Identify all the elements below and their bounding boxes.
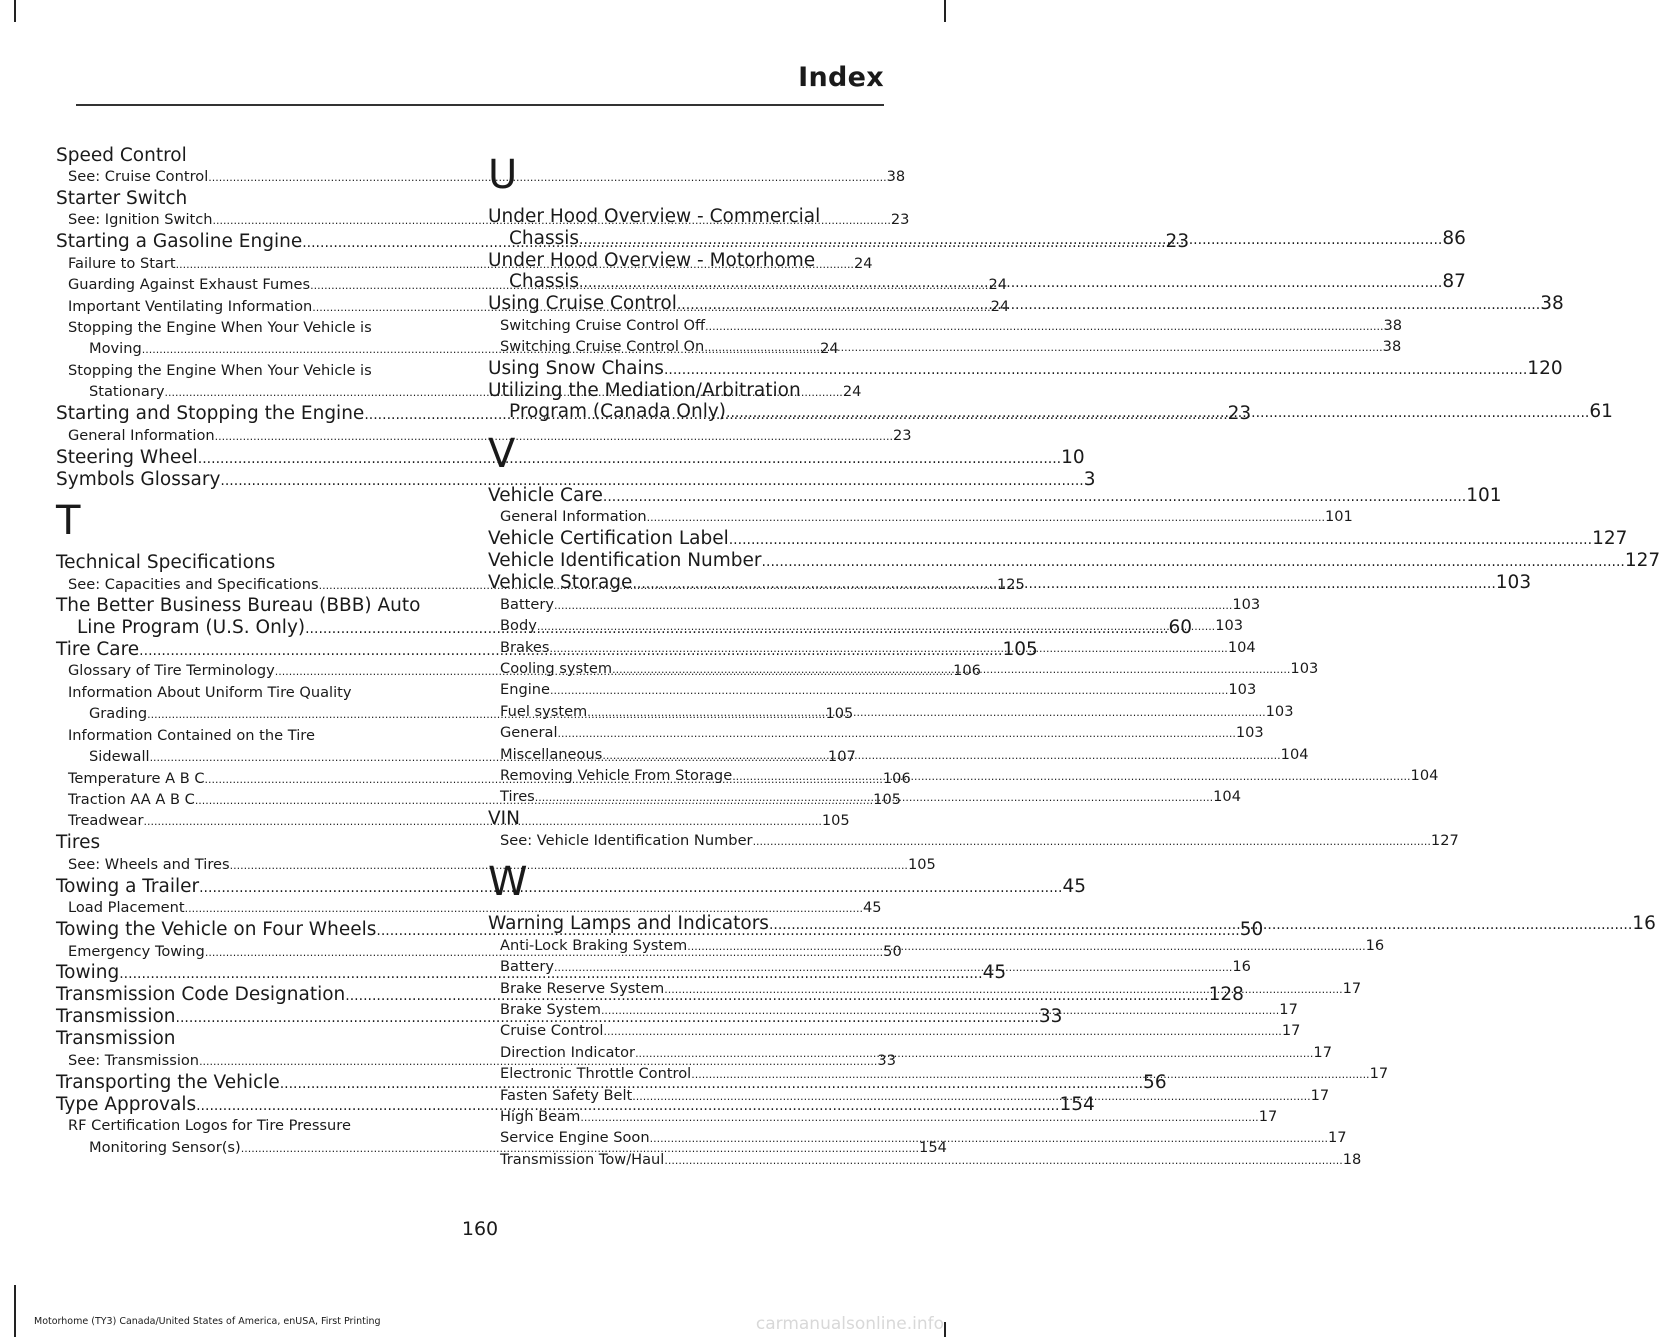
entry-page-number: 87 xyxy=(1442,271,1466,292)
entry-page-number: 104 xyxy=(1280,745,1309,763)
index-entry[interactable] xyxy=(56,145,446,167)
entry-page-number: 104 xyxy=(1410,766,1439,784)
entry-page-number: 17 xyxy=(1258,1107,1278,1125)
dot-leader xyxy=(612,662,1290,677)
entry-page-number: 23 xyxy=(1227,403,1252,425)
index-entry[interactable] xyxy=(488,484,1502,507)
entry-text: Fuel system xyxy=(500,702,588,720)
index-entry[interactable] xyxy=(488,528,1628,550)
entry-page-number: 17 xyxy=(1279,1000,1298,1018)
dot-leader xyxy=(635,1046,1313,1061)
index-subentry[interactable] xyxy=(488,1149,1362,1170)
entry-text-continued: Monitoring Sensor(s) xyxy=(89,1138,241,1156)
entry-text: See: Wheels and Tires xyxy=(68,855,230,873)
entry-page-number: 104 xyxy=(1213,788,1241,806)
dot-leader xyxy=(687,939,1365,954)
entry-page-number: 125 xyxy=(996,575,1025,593)
dot-leader xyxy=(601,1003,1279,1018)
index-subentry[interactable] xyxy=(56,425,912,446)
entry-text: Brake System xyxy=(500,1000,601,1018)
dot-leader xyxy=(587,705,1265,720)
dot-leader xyxy=(647,510,1325,525)
entry-page-number: 154 xyxy=(1059,1093,1095,1115)
entry-text: See: Capacities and Specifications xyxy=(68,575,319,593)
entry-page-number: 127 xyxy=(1592,528,1628,550)
entry-page-number: 16 xyxy=(1232,958,1251,976)
entry-text-continued: Sidewall xyxy=(89,748,150,766)
entry-page-number: 103 xyxy=(1265,702,1294,720)
dot-leader xyxy=(705,319,1383,334)
footer-text: Motorhome (TY3) Canada/United States of America, enUSA, First Printing xyxy=(34,1316,381,1327)
index-subentry[interactable] xyxy=(488,1106,1278,1127)
dot-leader xyxy=(558,726,1236,741)
index-entry[interactable] xyxy=(56,875,1086,898)
index-subentry[interactable] xyxy=(488,744,1309,765)
dot-leader xyxy=(762,552,1625,571)
entry-text: See: Transmission xyxy=(68,1051,200,1069)
dot-leader xyxy=(677,295,1540,314)
entry-page-number: 16 xyxy=(1632,913,1656,935)
entry-text-continued: Program (Canada Only) xyxy=(509,401,727,423)
entry-text: Emergency Towing xyxy=(68,942,205,960)
crop-mark-top-left xyxy=(14,0,16,22)
page-number: 160 xyxy=(461,1218,499,1240)
index-subentry[interactable] xyxy=(56,897,882,918)
entry-text: Service Engine Soon xyxy=(500,1129,650,1147)
entry-page-number: 24 xyxy=(990,297,1010,315)
dot-leader xyxy=(664,360,1527,379)
entry-page-number: 103 xyxy=(1495,572,1532,594)
entry-text: Vehicle Identification Number xyxy=(488,550,762,572)
entry-text: Tire Care xyxy=(56,638,140,660)
entry-text: Speed Control xyxy=(56,144,187,166)
entry-page-number: 3 xyxy=(1083,468,1096,490)
dot-leader xyxy=(554,598,1232,613)
entry-text: Starter Switch xyxy=(56,187,188,209)
index-section-letter: V xyxy=(488,430,516,477)
entry-page-number: 103 xyxy=(1290,659,1319,677)
entry-page-number: 105 xyxy=(907,855,936,873)
dot-leader xyxy=(726,403,1589,422)
entry-page-number: 24 xyxy=(853,254,873,272)
entry-page-number: 127 xyxy=(1624,550,1660,572)
dot-leader xyxy=(603,1024,1281,1039)
entry-text: Anti-Lock Braking System xyxy=(500,936,688,954)
entry-text: Battery xyxy=(500,595,555,613)
entry-page-number: 105 xyxy=(873,790,902,808)
entry-page-number: 17 xyxy=(1313,1043,1332,1061)
entry-text: Vehicle Certification Label xyxy=(488,528,729,550)
dot-leader xyxy=(664,982,1342,997)
entry-text-continued: Chassis xyxy=(509,271,580,292)
entry-text: Electronic Throttle Control xyxy=(500,1065,692,1083)
entry-page-number: 106 xyxy=(953,662,981,680)
entry-text: General Information xyxy=(500,508,647,526)
entry-page-number: 24 xyxy=(820,340,839,358)
index-section-letter: W xyxy=(488,859,528,906)
entry-text: Traction AA A B C xyxy=(68,790,195,808)
dot-leader xyxy=(664,1153,1342,1168)
entry-text: Fasten Safety Belt xyxy=(500,1086,633,1104)
entry-page-number: 105 xyxy=(1002,638,1038,660)
entry-text: Transmission Code Designation xyxy=(56,984,346,1006)
index-subentry[interactable] xyxy=(488,1020,1301,1041)
dot-leader xyxy=(632,1089,1310,1104)
entry-text: Transporting the Vehicle xyxy=(56,1071,280,1093)
entry-text: Transmission Tow/Haul xyxy=(500,1150,665,1168)
dot-leader xyxy=(550,683,1228,698)
entry-text-continued: Grading xyxy=(89,705,148,723)
dot-leader xyxy=(549,641,1227,656)
entry-text: Towing a Trailer xyxy=(56,875,200,897)
entry-page-number: 105 xyxy=(825,705,854,723)
entry-page-number: 24 xyxy=(988,276,1008,294)
entry-text: Battery xyxy=(500,958,555,976)
entry-page-number: 16 xyxy=(1365,936,1385,954)
entry-page-number: 17 xyxy=(1327,1129,1347,1147)
entry-text: Type Approvals xyxy=(56,1093,197,1115)
entry-page-number: 106 xyxy=(882,769,911,787)
index-entry[interactable] xyxy=(488,808,878,830)
index-entry[interactable] xyxy=(488,550,1660,572)
crop-mark-bottom-right xyxy=(944,1322,946,1337)
index-subentry[interactable] xyxy=(488,506,1353,527)
entry-text: Engine xyxy=(500,681,551,699)
index-subentry[interactable] xyxy=(56,166,906,187)
dot-leader xyxy=(732,769,1410,784)
entry-page-number: 17 xyxy=(1281,1022,1301,1040)
entry-page-number: 17 xyxy=(1342,979,1362,997)
entry-text: General xyxy=(500,724,558,742)
crop-mark-bottom-left xyxy=(14,1285,16,1337)
entry-page-number: 38 xyxy=(886,168,906,185)
entry-text-continued: Line Program (U.S. Only) xyxy=(77,616,306,638)
index-subentry[interactable] xyxy=(488,336,1402,357)
entry-page-number: 45 xyxy=(862,899,882,917)
entry-page-number: 23 xyxy=(890,211,910,229)
index-entry[interactable] xyxy=(56,1028,446,1050)
entry-text: Tires xyxy=(56,832,101,854)
entry-text: Towing xyxy=(56,962,120,984)
watermark-text: carmanualsonline.info xyxy=(755,1314,944,1334)
entry-text-continued: Stationary xyxy=(89,383,165,401)
entry-page-number: 50 xyxy=(883,942,902,960)
entry-text: Using Cruise Control xyxy=(488,293,677,314)
entry-text-continued: Chassis xyxy=(509,227,580,249)
dot-leader xyxy=(650,1131,1328,1146)
index-entry[interactable] xyxy=(488,357,1563,380)
index-subentry[interactable] xyxy=(488,679,1257,700)
entry-text: Warning Lamps and Indicators xyxy=(488,913,769,935)
entry-text: Vehicle Storage xyxy=(488,572,633,594)
entry-text: Tires xyxy=(500,788,535,806)
dot-leader xyxy=(691,1067,1369,1082)
entry-page-number: 107 xyxy=(827,748,856,766)
entry-page-number: 103 xyxy=(1228,681,1257,699)
entry-text: Stopping the Engine When Your Vehicle is xyxy=(68,319,372,337)
entry-text: Symbols Glossary xyxy=(56,468,221,490)
entry-text: The Better Business Bureau (BBB) Auto xyxy=(56,595,421,617)
entry-text: Starting a Gasoline Engine xyxy=(56,231,303,253)
entry-page-number: 128 xyxy=(1208,984,1244,1006)
entry-text: Technical Specifications xyxy=(56,552,276,574)
entry-page-number: 86 xyxy=(1442,227,1466,249)
entry-text: VIN xyxy=(488,808,520,830)
entry-text: Load Placement xyxy=(68,899,185,917)
entry-page-number: 38 xyxy=(1540,293,1564,314)
entry-text: Transmission xyxy=(56,1028,176,1050)
index-entry[interactable] xyxy=(56,446,1085,469)
entry-page-number: 101 xyxy=(1324,508,1353,526)
entry-page-number: 127 xyxy=(1430,831,1459,849)
entry-text: Vehicle Care xyxy=(488,484,603,506)
index-section-letter: T xyxy=(56,498,81,545)
entry-text-continued: Moving xyxy=(89,340,142,358)
entry-page-number: 104 xyxy=(1227,638,1256,656)
entry-text: Stopping the Engine When Your Vehicle is xyxy=(68,361,372,379)
entry-text: Towing the Vehicle on Four Wheels xyxy=(56,919,377,941)
entry-text: Information About Uniform Tire Quality xyxy=(68,683,352,701)
entry-text: Brake Reserve System xyxy=(500,979,665,997)
dot-leader xyxy=(579,273,1442,292)
entry-text: Removing Vehicle From Storage xyxy=(500,766,733,784)
entry-text: Information Contained on the Tire xyxy=(68,726,315,744)
entry-page-number: 105 xyxy=(821,812,850,830)
entry-text: Steering Wheel xyxy=(56,446,198,468)
entry-text: Using Snow Chains xyxy=(488,357,664,379)
index-subentry[interactable] xyxy=(488,594,1261,615)
index-entry[interactable] xyxy=(56,188,446,210)
index-subentry[interactable] xyxy=(56,854,936,875)
entry-text: Temperature A B C xyxy=(68,769,205,787)
entry-text: See: Vehicle Identification Number xyxy=(500,831,753,849)
entry-text: Cooling system xyxy=(500,659,613,677)
entry-page-number: 103 xyxy=(1235,724,1264,742)
entry-text: Important Ventilating Information xyxy=(68,297,313,315)
index-entry[interactable] xyxy=(56,552,446,574)
entry-page-number: 45 xyxy=(982,962,1007,984)
dot-leader xyxy=(580,1110,1258,1125)
dot-leader xyxy=(537,619,1215,634)
entry-text: Guarding Against Exhaust Fumes xyxy=(68,276,311,294)
entry-text: Brakes xyxy=(500,638,550,656)
entry-text: General Information xyxy=(68,426,215,444)
entry-text: See: Cruise Control xyxy=(68,168,209,185)
entry-text: Utilizing the Mediation/Arbitration xyxy=(488,379,801,401)
entry-text: Body xyxy=(500,617,537,635)
page-title: Index xyxy=(798,62,884,93)
entry-page-number: 154 xyxy=(919,1138,947,1156)
entry-text: Under Hood Overview - Motorhome xyxy=(488,249,816,271)
entry-page-number: 38 xyxy=(1382,337,1402,355)
index-entry[interactable] xyxy=(56,468,1096,491)
crop-mark-top-right xyxy=(944,0,946,22)
entry-page-number: 101 xyxy=(1466,484,1502,506)
entry-page-number: 10 xyxy=(1061,446,1085,468)
index-subentry[interactable] xyxy=(488,830,1459,851)
entry-text: Direction Indicator xyxy=(500,1043,636,1061)
entry-text: Glossary of Tire Terminology xyxy=(68,662,275,680)
entry-text: Transmission xyxy=(56,1006,176,1028)
entry-text: See: Ignition Switch xyxy=(68,211,213,229)
entry-page-number: 120 xyxy=(1527,357,1563,379)
entry-text: Miscellaneous xyxy=(500,745,603,763)
entry-page-number: 17 xyxy=(1310,1086,1330,1104)
entry-page-number: 56 xyxy=(1143,1071,1167,1093)
entry-page-number: 23 xyxy=(1165,231,1190,253)
entry-text: Switching Cruise Control On xyxy=(500,337,705,355)
dot-leader xyxy=(554,960,1232,975)
entry-text: Treadwear xyxy=(68,812,144,830)
entry-page-number: 45 xyxy=(1062,875,1086,897)
index-section-letter: U xyxy=(488,152,518,198)
dot-leader xyxy=(729,530,1592,549)
entry-page-number: 24 xyxy=(842,383,862,401)
entry-text: Switching Cruise Control Off xyxy=(500,316,706,334)
dot-leader xyxy=(579,230,1442,249)
entry-page-number: 33 xyxy=(1038,1006,1063,1028)
entry-page-number: 33 xyxy=(877,1051,896,1069)
entry-text: High Beam xyxy=(500,1107,581,1125)
dot-leader xyxy=(704,340,1382,355)
entry-page-number: 61 xyxy=(1589,401,1613,423)
entry-page-number: 103 xyxy=(1232,595,1261,613)
entry-page-number: 18 xyxy=(1342,1150,1362,1168)
index-subentry[interactable] xyxy=(488,315,1403,336)
entry-text: Failure to Start xyxy=(68,254,176,272)
dot-leader xyxy=(632,574,1495,593)
entry-text: Cruise Control xyxy=(500,1022,604,1040)
index-subentry[interactable] xyxy=(488,722,1264,743)
entry-page-number: 50 xyxy=(1239,919,1264,941)
header-divider xyxy=(76,104,884,106)
entry-text: Starting and Stopping the Engine xyxy=(56,403,365,425)
entry-text: Under Hood Overview - Commercial xyxy=(488,206,821,227)
dot-leader xyxy=(535,790,1213,805)
dot-leader xyxy=(603,487,1466,506)
entry-page-number: 103 xyxy=(1215,617,1244,635)
entry-page-number: 23 xyxy=(892,426,912,444)
entry-page-number: 38 xyxy=(1383,316,1403,334)
dot-leader xyxy=(753,834,1431,849)
index-entry[interactable] xyxy=(56,832,446,854)
entry-page-number: 60 xyxy=(1168,616,1192,638)
entry-text: RF Certification Logos for Tire Pressure xyxy=(68,1117,351,1135)
dot-leader xyxy=(602,748,1280,763)
entry-page-number: 17 xyxy=(1369,1065,1389,1083)
dot-leader xyxy=(769,915,1632,934)
index-subentry[interactable] xyxy=(488,701,1294,722)
